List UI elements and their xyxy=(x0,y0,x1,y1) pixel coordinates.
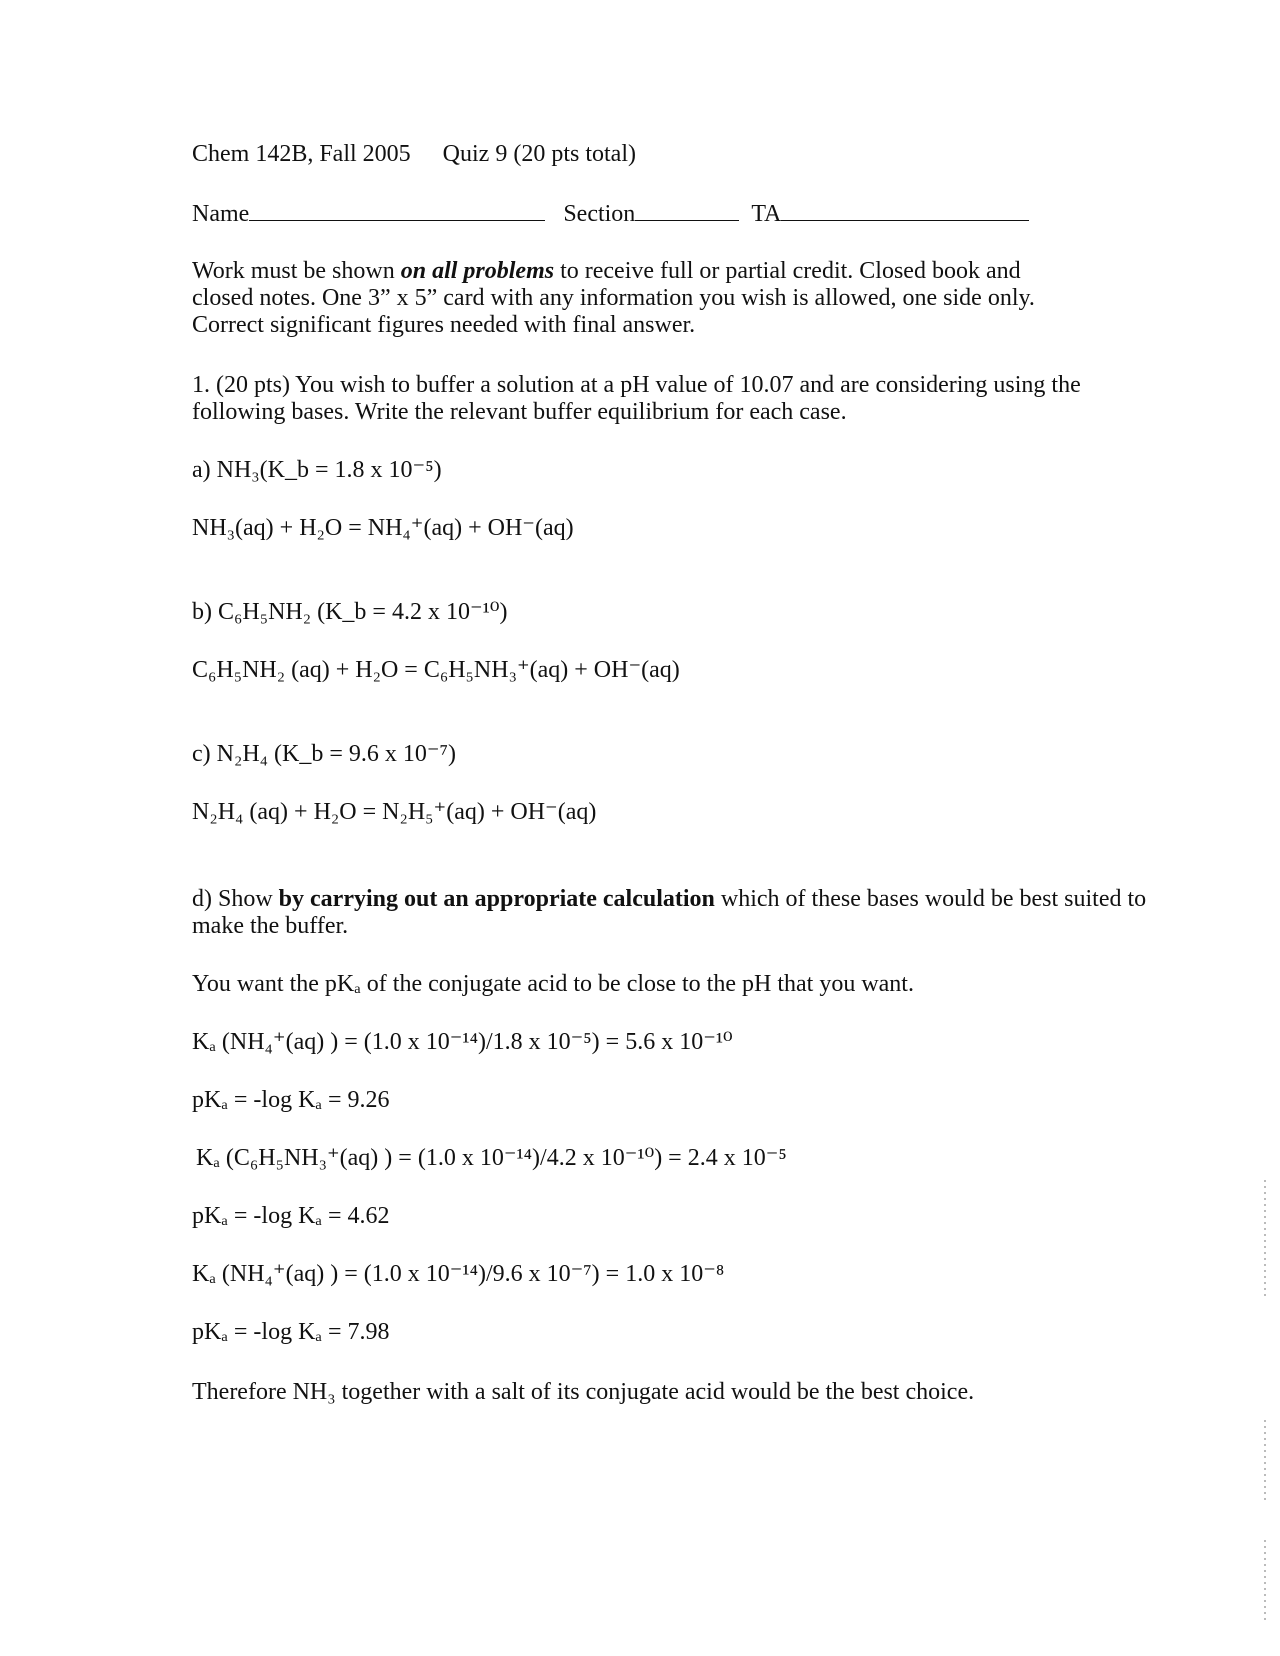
instructions-text-1: Work must be shown xyxy=(192,258,401,284)
scan-mark xyxy=(1264,1420,1266,1500)
scan-mark xyxy=(1264,1540,1266,1620)
name-label: Name xyxy=(192,201,250,227)
quiz-label: Quiz 9 (20 pts total) xyxy=(442,141,636,167)
part-c-label: c) N₂H₄ (K_b = 9.6 x 10⁻⁷) xyxy=(192,741,456,767)
part-a-equation: NH₃(aq) + H₂O = NH₄⁺(aq) + OH⁻(aq) xyxy=(192,515,574,541)
ka-hydrazinium: Kₐ (NH₄⁺(aq) ) = (1.0 x 10⁻¹⁴)/9.6 x 10⁻⁷) = 1.0 x 10⁻⁸ xyxy=(192,1261,725,1287)
conclusion: Therefore NH₃ together with a salt of its conjugate acid would be the best choice. xyxy=(192,1379,975,1405)
pka-ammonium: pKₐ = -log Kₐ = 9.26 xyxy=(192,1087,390,1113)
part-d-text-1: d) Show xyxy=(192,886,279,912)
section-field[interactable] xyxy=(635,198,739,221)
student-info-row xyxy=(192,198,1029,228)
ta-field[interactable] xyxy=(781,198,1029,221)
section-label: Section xyxy=(563,201,636,227)
part-c-equation: N₂H₄ (aq) + H₂O = N₂H₅⁺(aq) + OH⁻(aq) xyxy=(192,799,597,825)
scan-mark xyxy=(1264,1180,1266,1300)
part-b-label: b) C₆H₅NH₂ (K_b = 4.2 x 10⁻¹⁰) xyxy=(192,599,508,625)
instructions-emphasis: on all problems xyxy=(400,258,555,284)
part-d-prompt xyxy=(192,886,1152,940)
instructions xyxy=(192,258,1072,339)
pka-anilinium: pKₐ = -log Kₐ = 4.62 xyxy=(192,1203,390,1229)
solution-intro: You want the pKₐ of the conjugate acid to be close to the pH that you want. xyxy=(192,971,914,997)
ka-anilinium: Kₐ (C₆H₅NH₃⁺(aq) ) = (1.0 x 10⁻¹⁴)/4.2 x 10⁻¹⁰) = 2.4 x 10⁻⁵ xyxy=(196,1145,787,1171)
part-d-text-2: which of these bases would be best suited to make the buffer. xyxy=(192,886,1147,939)
pka-hydrazinium: pKₐ = -log Kₐ = 7.98 xyxy=(192,1319,390,1345)
ka-ammonium: Kₐ (NH₄⁺(aq) ) = (1.0 x 10⁻¹⁴)/1.8 x 10⁻⁵) = 5.6 x 10⁻¹⁰ xyxy=(192,1029,733,1055)
problem-1-prompt: 1. (20 pts) You wish to buffer a solution at a pH value of 10.07 and are considering using the following bases. Write the relevant buffer equilibrium for each case. xyxy=(192,372,1081,425)
course-title xyxy=(192,140,636,168)
part-b-equation: C₆H₅NH₂ (aq) + H₂O = C₆H₅NH₃⁺(aq) + OH⁻(aq) xyxy=(192,657,680,683)
name-field[interactable] xyxy=(249,198,545,221)
part-d-bold: by carrying out an appropriate calculation xyxy=(278,886,715,912)
course-label: Chem 142B, Fall 2005 xyxy=(192,141,411,167)
part-a-label: a) NH₃(K_b = 1.8 x 10⁻⁵) xyxy=(192,457,442,483)
ta-label: TA xyxy=(751,201,782,227)
instructions-text-2: to receive full or partial credit. Closed book and closed notes. One 3” x 5” card with any information you wish is allowed, one side only. Correct significant figures needed with final answer. xyxy=(192,258,1035,338)
